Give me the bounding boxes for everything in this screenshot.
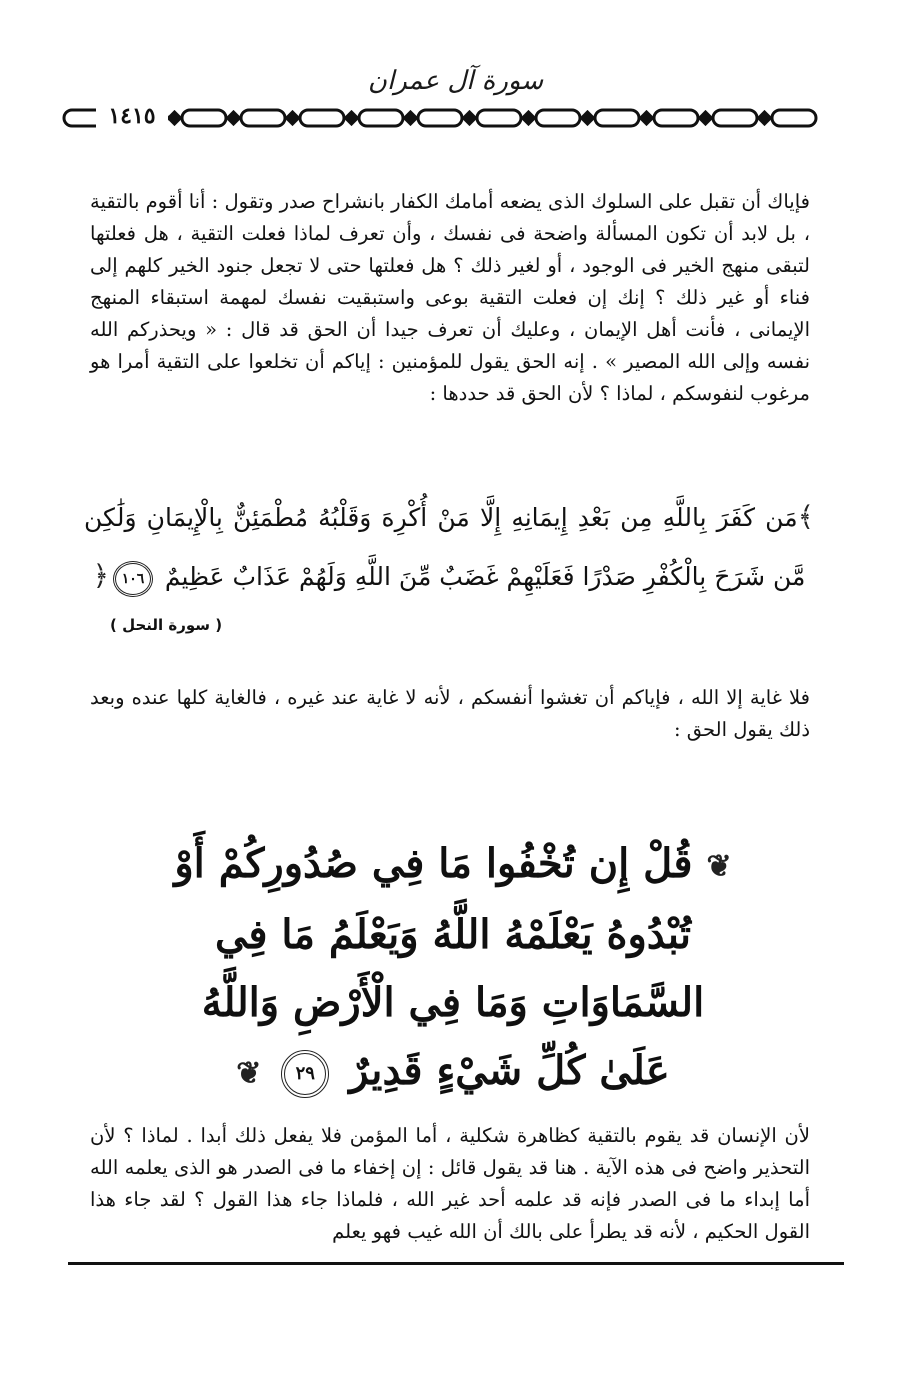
- ornament-diamond: [169, 112, 181, 124]
- ornament-diamond: [641, 112, 653, 124]
- footer-rule: [68, 1262, 844, 1265]
- body-paragraph: فلا غاية إلا الله ، فإياكم أن تغشوا أنفسكم ، لأنه لا غاية عند غيره ، فالغاية كلها عنده وبعد ذلك يقول الحق :: [90, 685, 810, 741]
- body-paragraph: فإياك أن تقبل على السلوك الذى يضعه أمامك الكفار بانشراح صدر وتقول : أنا أقوم بالتقية ، بل لابد أن تكون المسألة واضحة فى نفسك ، وأن تعرف لماذا فعلت التقية ، هل فعلتها لتبقى منهج الخير فى الوجود ، أو لغير ذلك ؟ هل فعلتها حتى لا تجعل جنود الخير كلهم إلى فناء أو غير ذلك ؟ إنك إن فعلت التقية بوعى واستبقيت نفسك لمهمة استبقاء المنهج الإيمانى ، فأنت أهل الإيمان ، وعليك أن تعرف جيدا أن الحق قد قال : « ويحذركم الله نفسه وإلى الله المصير » . إنه الحق يقول للمؤمنين : إياكم أن تخلعوا على التقية أمرا هو مرغوب لنفوسكم ، لماذا ؟ لأن الحق قد حددها :: [90, 189, 810, 405]
- ornament-link: [300, 110, 344, 126]
- verse-close-bracket: ﴿: [92, 559, 109, 592]
- ornament-diamond: [523, 112, 535, 124]
- verse-text: مَن كَفَرَ بِاللَّهِ مِن بَعْدِ إِيمَانِهِ إِلَّا مَنْ أُكْرِهَ وَقَلْبُهُ مُطْمَئِنٌّ بِالْإِيمَانِ وَلَٰكِن مَّن شَرَحَ بِالْكُفْرِ صَدْرًا فَعَلَيْهِمْ غَضَبٌ مِّنَ اللَّهِ وَلَهُمْ عَذَابٌ عَظِيمٌ: [84, 503, 806, 591]
- surah-title: سورة آل عمران: [367, 66, 544, 96]
- ornament-diamond: [405, 112, 417, 124]
- ornament-link: [595, 110, 639, 126]
- ornament-link: [241, 110, 285, 126]
- verse-start-ornament-icon: ❦: [706, 849, 732, 884]
- ornament-link: [772, 110, 816, 126]
- quran-verse-block: [84, 488, 814, 606]
- ornament-diamond: [582, 112, 594, 124]
- ayah-number-marker: ٢٩: [281, 1050, 329, 1098]
- body-paragraph: لأن الإنسان قد يقوم بالتقية كظاهرة شكلية ، أما المؤمن فلا يفعل ذلك أبدا . لماذا ؟ لأن التحذير واضح فى هذه الآية . هنا قد يقول قائل : إن إخفاء ما فى الصدر هو الذى يعلمه الله أما إبداء ما فى الصدر فإنه قد علمه أحد غير الله ، فلماذا جاء هذا القول ؟ لقد جاء هذا القول الحكيم ، لأنه قد يطرأ على بالك أن الله غيب فهو يعلم: [90, 1123, 810, 1243]
- ayah-number-marker: ١٠٦: [113, 561, 153, 597]
- ornament-diamond: [464, 112, 476, 124]
- ornament-diamond: [287, 112, 299, 124]
- verse-end-ornament-icon: ❦: [236, 1056, 262, 1091]
- ornament-link: [713, 110, 757, 126]
- page-number: ١٤١٥: [96, 102, 168, 130]
- ornament-link: [182, 110, 226, 126]
- quran-verse-block-large: [168, 830, 738, 1108]
- ornament-link: [536, 110, 580, 126]
- ornament-diamond: [759, 112, 771, 124]
- ornament-link: [359, 110, 403, 126]
- verse-text: قُلْ إِن تُخْفُوا مَا فِي صُدُورِكُمْ أَوْ تُبْدُوهُ يَعْلَمْهُ اللَّهُ وَيَعْلَمُ مَا فِي السَّمَاوَاتِ وَمَا فِي الْأَرْضِ وَاللَّهُ عَلَىٰ كُلِّ شَيْءٍ قَدِيرٌ: [174, 840, 705, 1094]
- ornament-diamond: [228, 112, 240, 124]
- ornament-diamond: [346, 112, 358, 124]
- ornament-link: [477, 110, 521, 126]
- ornament-link: [418, 110, 462, 126]
- ornament-diamond: [700, 112, 712, 124]
- verse-open-bracket: ﴾: [797, 500, 814, 533]
- ornament-link: [654, 110, 698, 126]
- ornamental-border: [58, 104, 838, 132]
- surah-reference: ( سورة النحل ): [110, 616, 223, 634]
